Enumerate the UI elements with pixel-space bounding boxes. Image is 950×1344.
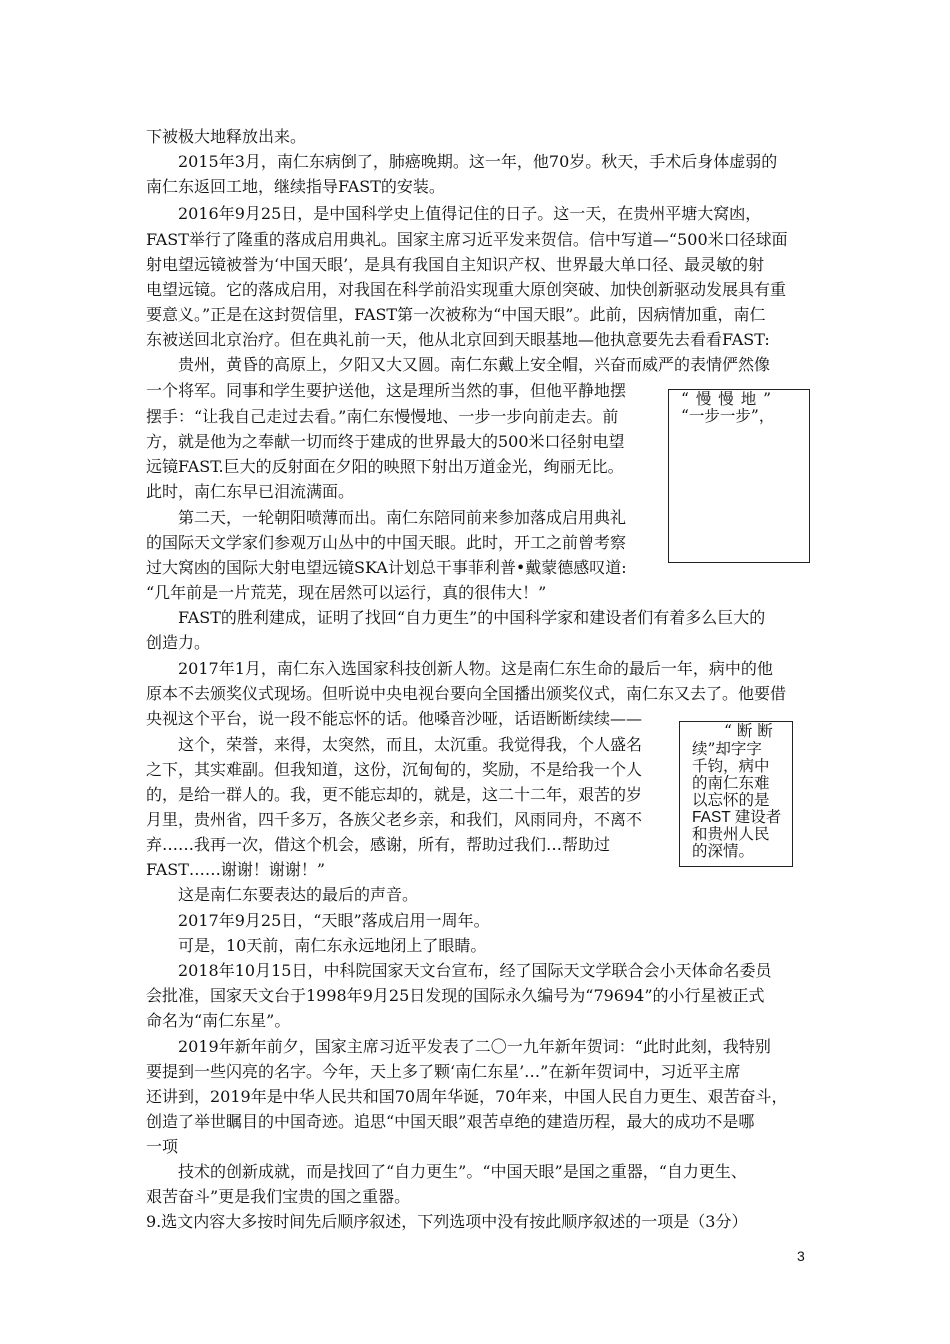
- text-line: 南仁东返回工地，继续指导FAST的安装。: [146, 177, 445, 196]
- margin-note-line: 和贵州人民: [692, 825, 770, 843]
- text-line: 2018年10月15日，中科院国家天文台宣布，经了国际天文学联合会小天体命名委员: [178, 961, 772, 980]
- text-line: 央视这个平台，说一段不能忘怀的话。他嗓音沙哑，话语断断续续——: [146, 709, 643, 728]
- text-line: 2019年新年前夕，国家主席习近平发表了二〇一九年新年贺词：“此时此刻，我特别: [178, 1037, 771, 1056]
- margin-note-line: “一步一步”，: [681, 407, 775, 425]
- text-line: 第二天，一轮朝阳喷薄而出。南仁东陪同前来参加落成启用典礼: [178, 508, 627, 527]
- text-line: 电望远镜。它的落成启用，对我国在科学前沿实现重大原创突破、加快创新驱动发展具有重: [146, 280, 787, 299]
- text-line: 要提到一些闪亮的名字。今年，天上多了颗‘南仁东星’…”在新年贺词中，习近平主席: [146, 1062, 741, 1081]
- margin-note-line: FAST 建设者: [692, 809, 782, 826]
- text-line: 会批准，国家天文台于1998年9月25日发现的国际永久编号为“79694”的小行星被正式: [146, 986, 765, 1005]
- text-line: FAST举行了隆重的落成启用典礼。国家主席习近平发来贺信。信中写道—“500米口径球面: [146, 230, 788, 249]
- text-line: 东被送回北京治疗。但在典礼前一天，他从北京回到天眼基地—他执意要先去看看FAST:: [146, 330, 770, 349]
- margin-note-box: [668, 389, 810, 563]
- text-line: 创造力。: [146, 633, 211, 652]
- text-line: 原本不去颁奖仪式现场。但听说中央电视台要向全国播出颁奖仪式，南仁东又去了。他要借: [146, 684, 787, 703]
- text-line: 的，是给一群人的。我，更不能忘却的，就是，这二十二年，艰苦的岁: [146, 785, 643, 804]
- text-line: 方，就是他为之奉献一切而终于建成的世界最大的500米口径射电望: [146, 432, 625, 451]
- text-line: 此时，南仁东早已泪流满面。: [146, 482, 355, 501]
- margin-note-line: 千钧，病中: [692, 757, 770, 775]
- text-line: 2017年9月25日，“天眼”落成启用一周年。: [178, 911, 490, 930]
- text-line: 这个，荣誉，来得，太突然，而且，太沉重。我觉得我，个人盛名: [178, 735, 643, 754]
- margin-note-line: 续”却字字: [692, 740, 762, 758]
- text-line: 2015年3月，南仁东病倒了，肺癌晚期。这一年，他70岁。秋天，手术后身体虚弱的: [178, 152, 778, 171]
- text-line: 弃……我再一次，借这个机会，感谢，所有，帮助过我们…帮助过: [146, 835, 611, 854]
- margin-note-line: 的南仁东难: [692, 774, 770, 792]
- text-line: “几年前是一片荒芜，现在居然可以运行，真的很伟大！”: [146, 583, 547, 602]
- margin-note-line: 的深情。: [692, 842, 755, 860]
- text-line: 2016年9月25日，是中国科学史上值得记住的日子。这一天，在贵州平塘大窝凼，: [178, 204, 762, 223]
- text-line: 摆手：“让我自己走过去看。”南仁东慢慢地、一步一步向前走去。前: [146, 407, 619, 426]
- text-line: 一个将军。同事和学生要护送他，这是理所当然的事，但他平静地摆: [146, 381, 627, 400]
- text-line: 月里，贵州省，四千多万，各族父老乡亲，和我们，风雨同舟，不离不: [146, 810, 643, 829]
- text-line: 技术的创新成就，而是找回了“自力更生”。“中国天眼”是国之重器，“自力更生、: [178, 1162, 747, 1181]
- margin-note-line: 以忘怀的是: [692, 791, 770, 809]
- margin-note-line: “ 慢 慢 地 ”: [681, 390, 773, 408]
- text-line: 之下，其实难副。但我知道，这份，沉甸甸的，奖励，不是给我一个人: [146, 760, 643, 779]
- question-line: 9.选文内容大多按时间先后顺序叙述，下列选项中没有按此顺序叙述的一项是（3分）: [146, 1212, 748, 1231]
- text-line: FAST的胜利建成，证明了找回“自力更生”的中国科学家和建设者们有着多么巨大的: [178, 608, 766, 627]
- text-line: 远镜FAST.巨大的反射面在夕阳的映照下射出万道金光，绚丽无比。: [146, 457, 624, 476]
- text-line: 的国际天文学家们参观万山丛中的中国天眼。此时，开工之前曾考察: [146, 533, 627, 552]
- text-line: 还讲到，2019年是中华人民共和国70周年华诞，70年来，中国人民自力更生、艰苦奋斗，: [146, 1087, 788, 1106]
- text-line: 创造了举世瞩目的中国奇迹。追思“中国天眼”艰苦卓绝的建造历程，最大的成功不是哪: [146, 1112, 755, 1131]
- text-line: 命名为“南仁东星”。: [146, 1011, 291, 1030]
- text-line: 一项: [146, 1137, 179, 1156]
- text-line: FAST……谢谢！谢谢！”: [146, 860, 326, 879]
- text-line: 射电望远镜被誉为‘中国天眼’，是具有我国自主知识产权、世界最大单口径、最灵敏的射: [146, 255, 765, 274]
- text-line: 这是南仁东要表达的最后的声音。: [178, 885, 419, 904]
- text-line: 要意义。”正是在这封贺信里，FAST第一次被称为“中国天眼”。此前，因病情加重，南仁: [146, 305, 766, 324]
- text-line: 贵州，黄昏的高原上，夕阳又大又圆。南仁东戴上安全帽，兴奋而威严的表情俨然像: [178, 355, 771, 374]
- text-line: 过大窝凼的国际大射电望远镜SKA计划总干事菲利普•戴蒙德感叹道:: [146, 558, 627, 577]
- text-line: 下被极大地释放出来。: [146, 127, 307, 146]
- margin-note-line: “ 断 断: [724, 722, 773, 740]
- margin-note-box: [679, 721, 793, 867]
- text-line: 可是，10天前，南仁东永远地闭上了眼睛。: [178, 936, 487, 955]
- text-line: 2017年1月，南仁东入选国家科技创新人物。这是南仁东生命的最后一年，病中的他: [178, 659, 773, 678]
- text-line: 艰苦奋斗”更是我们宝贵的国之重器。: [146, 1187, 411, 1206]
- page-number: 3: [797, 1248, 805, 1264]
